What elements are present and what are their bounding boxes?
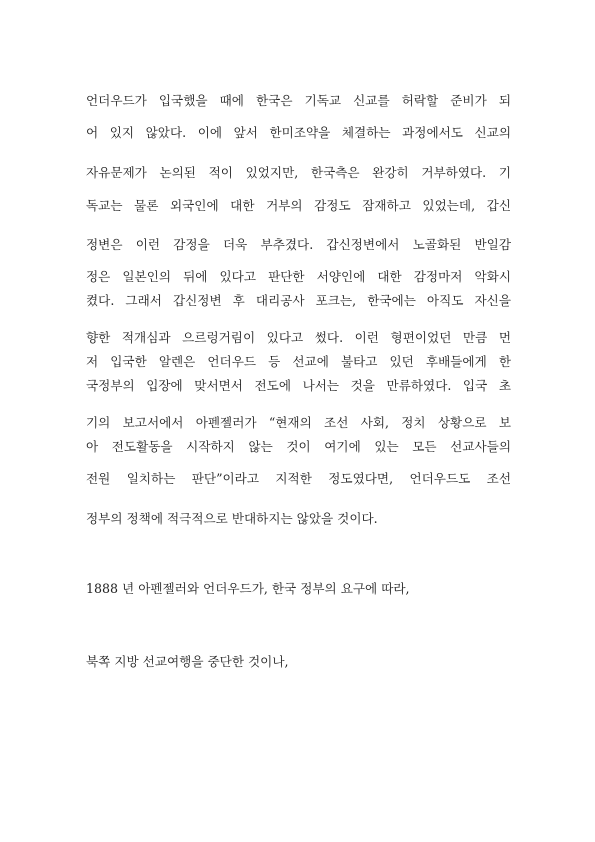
paragraph-line: 정변은 이런 감정을 더욱 부추겼다. 갑신정변에서 노골화된 반일감 [86,237,511,252]
paragraph-line: 자유문제가 논의된 적이 있었지만, 한국측은 완강히 거부하였다. 기 [86,165,511,180]
paragraph-line: 언더우드가 입국했을 때에 한국은 기독교 신교를 허락할 준비가 되 [86,93,511,108]
paragraph-line: 독교는 물론 외국인에 대한 거부의 감정도 잠재하고 있었는데, 갑신 [86,198,511,213]
paragraph-line: 기의 보고서에서 아펜젤러가 “현재의 조선 사회, 정치 상황으로 보 [86,415,511,430]
paragraph-line: 저 입국한 알렌은 언더우드 등 선교에 불타고 있던 후배들에게 한 [86,354,511,369]
paragraph-line: 국정부의 입장에 맞서면서 전도에 나서는 것을 만류하였다. 입국 초 [86,378,511,393]
paragraph-line: 어 있지 않았다. 이에 앞서 한미조약을 체결하는 과정에서도 신교의 [86,125,511,140]
paragraph-line: 켰다. 그래서 갑신정변 후 대리공사 포크는, 한국에는 아직도 자신을 [86,293,511,308]
paragraph-line: 전원 일치하는 판단”이라고 지적한 정도였다면, 언더우드도 조선 [86,471,511,486]
standalone-line-1888: 1888 년 아펜젤러와 언더우드가, 한국 정부의 요구에 따라, [86,581,410,596]
paragraph-line: 정은 일본인의 뒤에 있다고 판단한 서양인에 대한 감정마저 악화시 [86,269,511,284]
standalone-line-north-trip: 북쪽 지방 선교여행을 중단한 것이나, [86,654,289,669]
paragraph-line: 아 전도활동을 시작하지 않는 것이 여기에 있는 모든 선교사들의 [86,439,511,454]
paragraph-line: 향한 적개심과 으르렁거림이 있다고 썼다. 이런 형편이었던 만큼 먼 [86,330,511,345]
paragraph-line: 정부의 정책에 적극적으로 반대하지는 않았을 것이다. [86,511,378,526]
